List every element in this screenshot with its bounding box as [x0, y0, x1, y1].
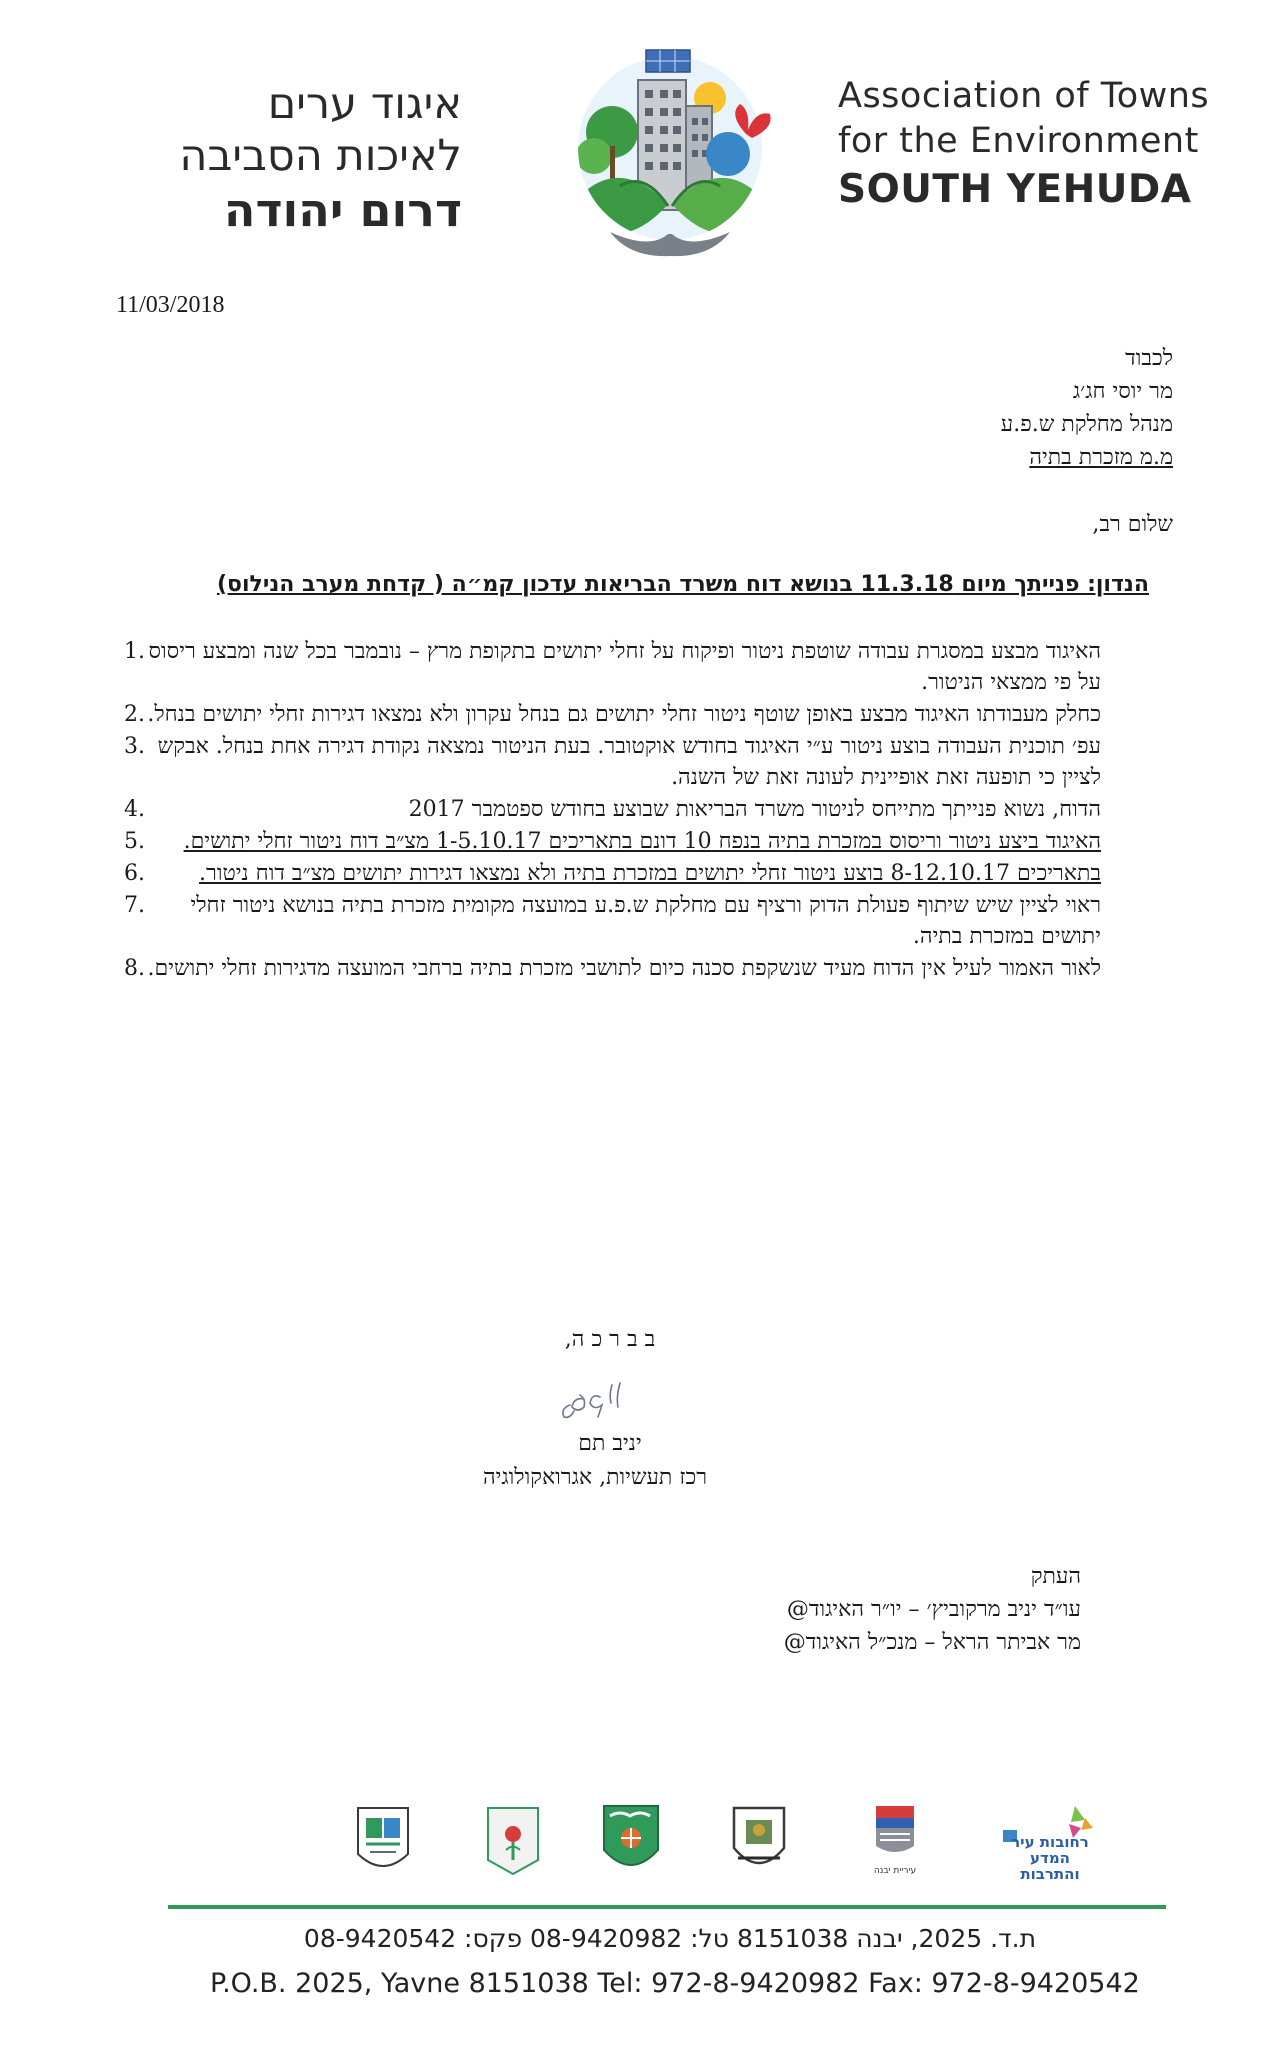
- list-item-text: האיגוד ביצע ניטור וריסוס במזכרת בתיה בנפח 10 דונם בתאריכים 1-5.10.17 מצ״ב דוח ניטור זחלי יתושים.: [183, 829, 1101, 854]
- signer-name: יניב תם: [578, 1431, 642, 1456]
- hebrew-org-line-2: לאיכות הסביבה: [179, 131, 462, 181]
- subject-line: הנדון: פנייתך מיום 11.3.18 בנושא דוח משרד הבריאות עדכון קמ״ה ( קדחת מערב הנילוס): [216, 572, 1149, 597]
- handwritten-signature-icon: [550, 1375, 640, 1425]
- hebrew-org-line-3: דרום יהודה: [223, 183, 462, 237]
- numbered-list: [109, 636, 1169, 985]
- regards-text: ב ב ר כ ה,: [564, 1327, 656, 1352]
- list-item: [109, 890, 1169, 952]
- cc-label: העתק: [1030, 1564, 1081, 1589]
- list-item: [109, 699, 1169, 730]
- mazkeret-batya-emblem-icon: [350, 1800, 416, 1882]
- recipient-council: מ.מ מזכרת בתיה: [1029, 445, 1173, 470]
- list-item: [109, 953, 1169, 984]
- list-item-text: בתאריכים 8-12.10.17 בוצע ניטור זחלי יתושים במזכרת בתיה ולא נמצאו דגירות יתושים מצ״ב דוח ניטור.: [199, 861, 1101, 886]
- yavne-caption: עיריית יבנה: [873, 1866, 917, 1876]
- list-item-text: ראוי לציין שיש שיתוף פעולת הדוק ורציף עם מחלקת ש.פ.ע במועצה מקומית מזכרת בתיה בנושא ניטור זחלי יתושים במזכרת בתיה.: [190, 893, 1101, 949]
- list-item-text: כחלק מעבודתו האיגוד מבצע באופן שוטף ניטור זחלי יתושים גם בנחל עקרון ולא נמצאו דגירות זחלי יתושים בנחל.: [147, 702, 1101, 727]
- signer-title: רכז תעשיות, אגרואקולוגיה: [482, 1465, 708, 1490]
- list-item-text: הדוח, נשוא פנייתך מתייחס לניטור משרד הבריאות שבוצע בחודש ספטמבר 2017: [408, 797, 1101, 822]
- list-item: [109, 826, 1169, 857]
- list-item-text: האיגוד מבצע במסגרת עבודה שוטפת ניטור ופיקוח על זחלי יתושים בתקופת מרץ – נובמבר בכל שנה ומבצע ריסוס על פי ממצאי הניטור.: [148, 639, 1101, 695]
- footer-hebrew-contact: ת.ד. 2025, יבנה 8151038 טל: 08-9420982 פקס: 08-9420542: [303, 1924, 1037, 1953]
- list-item-text: עפ׳ תוכנית העבודה בוצע ניטור ע״י האיגוד בחודש אוקטובר. בעת הניטור נמצאה נקודת דגירה אחת בנחל. אבקש לציין כי תופעה זאת אופיינית לעונה זאת של השנה.: [157, 734, 1101, 790]
- recipient-title: מנהל מחלקת ש.פ.ע: [1000, 412, 1173, 437]
- cc-line: מר אביתר הראל – מנכ״ל האיגוד@: [783, 1630, 1081, 1655]
- list-item-number: 1.: [124, 639, 145, 664]
- english-org-line-2: for the Environment: [838, 121, 1199, 161]
- list-item: [109, 858, 1169, 889]
- list-item-number: 3.: [124, 734, 145, 759]
- footer-rule: [168, 1905, 1166, 1909]
- footer-english-contact: P.O.B. 2025, Yavne 8151038 Tel: 972-8-9420982 Fax: 972-8-9420542: [210, 1968, 1140, 1999]
- cc-block: [784, 1560, 1081, 1659]
- list-item-number: 5.: [124, 829, 145, 854]
- list-item-number: 4.: [124, 797, 145, 822]
- member-badges: [200, 1800, 1130, 1900]
- list-item: [109, 731, 1169, 793]
- list-item: [109, 794, 1169, 825]
- list-item: [109, 636, 1169, 698]
- letter-date: 11/03/2018: [116, 292, 225, 318]
- recipient-greeting: לכבוד: [1125, 346, 1173, 371]
- english-org-line-3: SOUTH YEHUDA: [838, 167, 1192, 212]
- list-item-number: 6.: [124, 861, 145, 886]
- city-in-hands-logo-icon: [550, 36, 790, 258]
- list-item-text: לאור האמור לעיל אין הדוח מעיד שנשקפת סכנה כיום לתושבי מזכרת בתיה ברחבי המועצה מדגירות זחלי יתושים.: [147, 956, 1101, 981]
- salutation: שלום רב,: [1092, 512, 1173, 537]
- hebrew-org-name: [142, 78, 462, 238]
- english-org-line-1: Association of Towns: [838, 76, 1210, 116]
- cc-line: עו״ד יניב מרקוביץ׳ – יו״ר האיגוד@: [786, 1597, 1081, 1622]
- english-org-name: [838, 74, 1218, 216]
- gedera-emblem-icon: [726, 1800, 792, 1882]
- regional-council-emblem-icon: [598, 1800, 664, 1882]
- recipient-name: מר יוסי חג׳ג: [1072, 379, 1173, 404]
- kiryat-ekron-emblem-icon: [480, 1800, 546, 1882]
- list-item-number: 7.: [124, 893, 145, 918]
- rehovot-caption: רחובות עיר המדע והתרבות: [1011, 1833, 1089, 1883]
- list-item-number: 8.: [124, 956, 145, 981]
- list-item-number: 2.: [124, 702, 145, 727]
- hebrew-org-line-1: איגוד ערים: [267, 79, 462, 129]
